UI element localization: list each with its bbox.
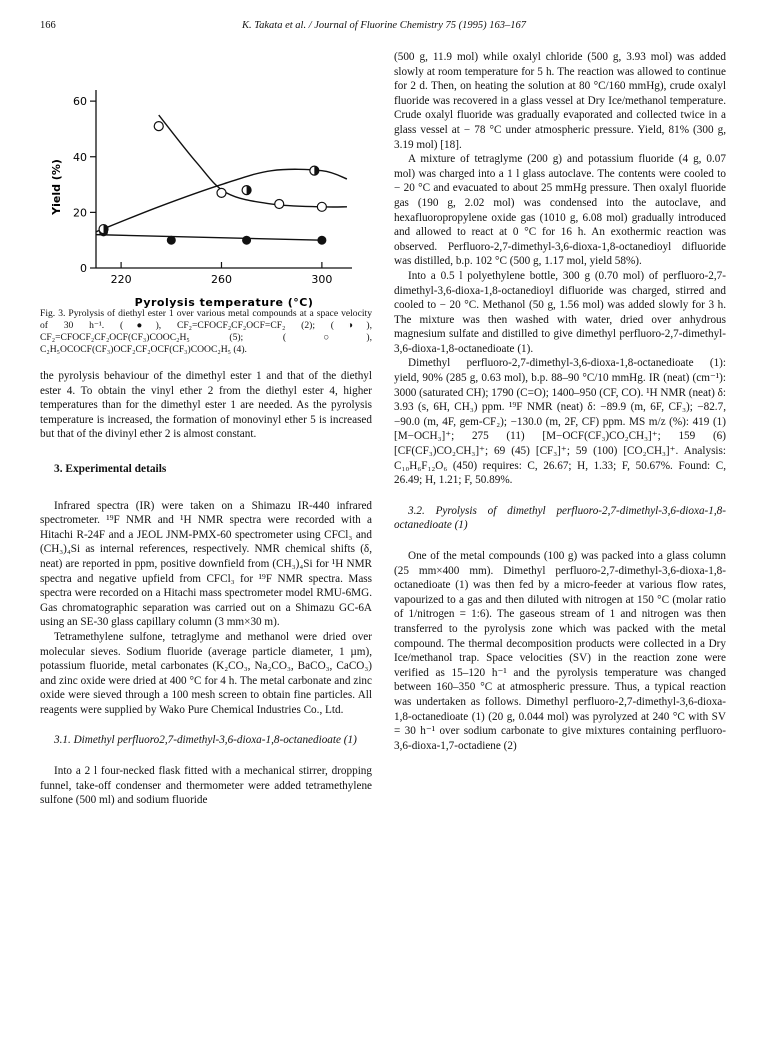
right-column bbox=[394, 50, 726, 753]
x-tick-label: 300 bbox=[311, 273, 333, 286]
right-paragraph-1: (500 g, 11.9 mol) while oxalyl chloride (500 g, 3.93 mol) was added slowly at room temperature for 5 h. The reaction was allowed to continue for 2 d. Then, on heating the solution at 80 °C/160 mmHg), crude oxalyl fluoride was recovered in a glass vessel at Dry Ice/methanol temperature. Crude oxalyl fluoride was gradually evaporated and collected twice in a glass vessel at − 78 °C under atmospheric pressure. Yield, 81% (300 g, 3.19 mol) [18]. bbox=[394, 51, 726, 151]
series-2-line bbox=[96, 169, 347, 232]
yield-chart bbox=[40, 50, 372, 308]
series-2-point bbox=[310, 166, 319, 175]
series-1-point bbox=[167, 236, 176, 245]
section-3-2-heading: 3.2. Pyrolysis of dimethyl perfluoro-2,7-dimethyl-3,6-dioxa-1,8-octanedioate (1) bbox=[394, 504, 726, 532]
page-number: 166 bbox=[40, 20, 56, 31]
x-tick-label: 260 bbox=[210, 273, 232, 286]
figure-caption: Fig. 3. Pyrolysis of diethyl ester 1 over various metal compounds at a space velocity of 30 h⁻¹. (●), CF₂=CFOCF₂CF₂OCF=CF₂ (2); (◑), CF₂=CFOCF₂CF₂OCF(CF₃)COOC₂H₅ (5); (○), C₂H₅OCOCF(CF₃)OCF₂CF₂OCF(CF₃)COOC₂H₅ (4). bbox=[40, 308, 372, 355]
y-tick-label: 40 bbox=[73, 150, 87, 164]
left-paragraph-1: the pyrolysis behaviour of the dimethyl ester 1 and that of the diethyl ester 4. To obtain the vinyl ether 2 from the diethyl ester 4, higher temperatures than for the dimethyl ester 1 are needed. As the pyrolysis temperature is increased, the formation of monovinyl ether 5 is increased but that of the divinyl ether 2 is almost constant. bbox=[40, 370, 372, 441]
series-2-point bbox=[242, 186, 251, 195]
open-marker bbox=[217, 188, 226, 197]
right-paragraph-5: One of the metal compounds (100 g) was packed into a glass column (25 mm×400 mm). Dimethyl perfluoro-2,7-dimethyl-3,6-dioxa-1,8-octanedioate (1) was then fed by a micro-feeder at various flow rates, vapourized to a gas and then diluted with nitrogen at 150 °C (molar ratio of 1/nitrogen = 1:6). The gaseous stream of 1 and nitrogen was then transferred to the pyrolysis zone which was packed with the metal compound. The thermal decomposition products were collected in a Dry Ice/methanol trap. Space velocities (SV) in the reaction zone were verified as 15–120 h⁻¹ and the pyrolysis temperature was changed between 160–350 °C at atmospheric pressure. Thus, a typical reaction was undertaken as follows. Dimethyl perfluoro-2,7-dimethyl-3,6-dioxa-1,8-octanedioate (1) (20 g, 0.044 mol) was pyrolyzed at 240 °C with SV = 30 h⁻¹ over sodium carbonate to give mixtures containing perfluoro-3,6-dioxa-1,7-octadiene (2) bbox=[394, 550, 726, 752]
y-tick-label: 0 bbox=[80, 262, 87, 275]
section-3-1-heading: 3.1. Dimethyl perfluoro2,7-dimethyl-3,6-dioxa-1,8-octanedioate (1) bbox=[54, 734, 357, 747]
open-marker bbox=[154, 122, 163, 131]
right-paragraph-4: Dimethyl perfluoro-2,7-dimethyl-3,6-dioxa-1,8-octanedioate (1): yield, 90% (285 g, 0.63 mol), b.p. 88–90 °C/10 mmHg. IR (neat) (cm⁻¹): 3000 (saturated CH); 1790 (C=O); 1400–950 (CF, CO). ¹H NMR (neat) δ: 3.93 (s, 6H, CH₃) ppm. ¹⁹F NMR (neat) δ: −89.9 (m, 6F, CF₃); −82.7, −90.0 (m, 4F, gem-CF₂); −130.0 (m, 2F, CF) ppm. MS m/z (%): 419 (1) [M−OCH₃]⁺; 275 (11) [M−OCF(CF₃)CO₂CH₃]⁺; 159 (6) [CF(CF₃)CO₂CH₃]⁺; 69 (45) [CF₃]⁺; 59 (100) [CO₂CH₃]⁺. Analysis: C₁₀H₆F₁₂O₆ (450) requires: C, 26.67; H, 1.33; F, 50.67%. Found: C, 26.49; H, 1.21; F, 50.89%. bbox=[394, 357, 726, 487]
series-1-line bbox=[96, 235, 322, 241]
open-marker bbox=[317, 202, 326, 211]
left-column bbox=[40, 50, 372, 808]
series-5-point bbox=[317, 202, 326, 211]
open-marker bbox=[275, 200, 284, 209]
y-axis-label: Yield (%) bbox=[50, 159, 63, 215]
y-tick-label: 20 bbox=[73, 206, 87, 220]
y-tick-label: 60 bbox=[73, 95, 87, 109]
x-tick-label: 220 bbox=[110, 273, 132, 286]
series-5-point bbox=[275, 200, 284, 209]
filled-marker bbox=[317, 236, 326, 245]
left-paragraph-4: Into a 2 l four-necked flask fitted with a mechanical stirrer, dropping funnel, take-off condenser and thermometer were added tetramethylene sulfone (500 ml) and sodium fluoride bbox=[40, 765, 372, 807]
series-2-point bbox=[99, 225, 108, 234]
figure-3 bbox=[40, 50, 372, 308]
section-3-heading: 3. Experimental details bbox=[54, 462, 167, 475]
left-paragraph-3: Tetramethylene sulfone, tetraglyme and methanol were dried over molecular sieves. Sodium fluoride (average particle diameter, 1 µm), potassium fluoride, metal carbonates (K₂CO₃, Na₂CO₃, BaCO₃, CaCO₃) and zinc oxide were dried at 400 °C for 4 h. The metal carbonate and zinc oxide were sieved through a 100 mesh screen to obtain fine particles. All reagents were supplied by Wako Pure Chemical Industries Co., Ltd. bbox=[40, 630, 372, 716]
running-title: K. Takata et al. / Journal of Fluorine Chemistry 75 (1995) 163–167 bbox=[242, 20, 526, 31]
right-paragraph-3: Into a 0.5 l polyethylene bottle, 300 g (0.70 mol) of perfluoro-2,7-dimethyl-3,6-dioxa-1,8-octanedioyl difluoride was charged, stirred and cooled to − 20 °C. Methanol (50 g, 1.56 mol) was added slowly for 3 h. The mixture was then washed with water, dried over anhydrous magnesium sulfate and distilled to give dimethyl perfluoro-2,7-dimethyl-3,6-dioxa-1,8-octanedioate (1). bbox=[394, 269, 726, 355]
right-paragraph-2: A mixture of tetraglyme (200 g) and potassium fluoride (4 g, 0.07 mol) was charged into a 1 l glass autoclave. The contents were cooled to − 20 °C and evacuated to about 25 mmHg pressure. Then oxalyl fluoride gas (190 g, 2.02 mol) was condensed into the autoclave, and hexafluoropropylene oxide gas (1010 g, 6.08 mol) gradually introduced and allowed to react at 0 °C for 16 h. An exothermic reaction was observed. Perfluoro-2,7-dimethyl-3,6-dioxa-1,8-octanedioyl difluoride was distilled, b.p. 102 °C (500 g, 1.17 mol, yield 58%). bbox=[394, 153, 726, 268]
filled-marker bbox=[242, 236, 251, 245]
series-1-point bbox=[242, 236, 251, 245]
left-paragraph-2: Infrared spectra (IR) were taken on a Shimazu IR-440 infrared spectrometer. ¹⁹F NMR and ¹H NMR spectra were recorded with a Hitachi R-24F and a JEOL JNM-PMX-60 spectrometer using CFCl₃ and (CH₃)₄Si as internal references, respectively. NMR chemical shifts (δ, neat) are reported in ppm, positive downfield from (CH₃)₄Si for ¹H NMR spectra and negative upfield from CFCl₃ for ¹⁹F NMR spectra. Mass spectra were recorded on a Hitachi mass spectrometer model RMU-6MG. Gas chromatographic separation was carried out on a Shimazu GC-6A using an SE-30 glass capillary column (3 mm×30 m). bbox=[40, 499, 372, 629]
series-1-point bbox=[317, 236, 326, 245]
filled-marker bbox=[167, 236, 176, 245]
series-5-point bbox=[154, 122, 163, 131]
series-5-point bbox=[217, 188, 226, 197]
series-5-line bbox=[159, 115, 347, 207]
x-axis-label: Pyrolysis temperature (°C) bbox=[134, 296, 314, 308]
page-header bbox=[40, 20, 728, 40]
